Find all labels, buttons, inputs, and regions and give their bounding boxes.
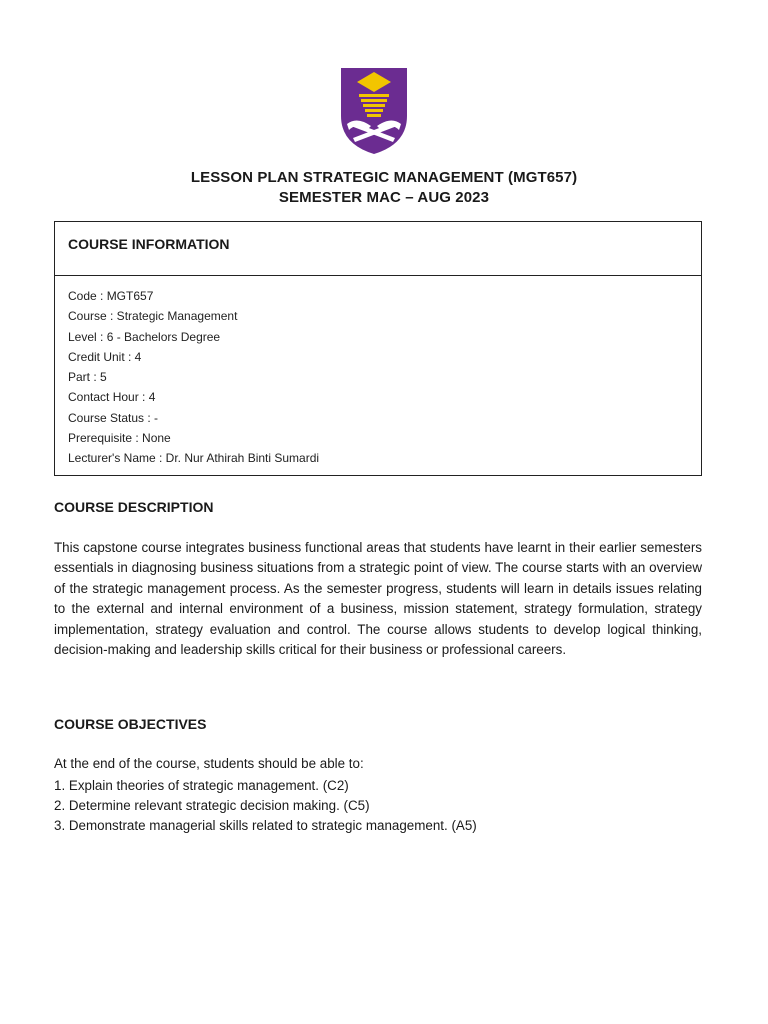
objective-item: 1. Explain theories of strategic management. (C2) — [54, 778, 349, 793]
course-description-heading: COURSE DESCRIPTION — [54, 499, 214, 515]
info-course-status: Course Status : - — [68, 410, 159, 425]
info-course: Course : Strategic Management — [68, 309, 238, 324]
course-objectives-list — [54, 776, 477, 836]
info-level: Level : 6 - Bachelors Degree — [68, 329, 221, 344]
objective-item: 2. Determine relevant strategic decision making. (C5) — [54, 798, 370, 813]
course-information-box — [54, 221, 702, 476]
course-information-heading: COURSE INFORMATION — [55, 222, 701, 276]
university-logo — [337, 64, 411, 156]
document-title: LESSON PLAN STRATEGIC MANAGEMENT (MGT657) — [190, 169, 578, 186]
course-objectives-intro: At the end of the course, students should be able to: — [54, 756, 364, 771]
objective-item: 3. Demonstrate managerial skills related to strategic management. (A5) — [54, 818, 477, 833]
info-code: Code : MGT657 — [68, 289, 154, 303]
info-part: Part : 5 — [68, 370, 107, 385]
info-credit-unit: Credit Unit : 4 — [68, 349, 142, 364]
info-contact-hour: Contact Hour : 4 — [68, 390, 156, 405]
course-objectives-heading: COURSE OBJECTIVES — [54, 716, 207, 732]
course-information-list — [55, 276, 701, 469]
info-lecturer: Lecturer's Name : Dr. Nur Athirah Binti Sumardi — [68, 451, 320, 466]
course-description-text: This capstone course integrates business functional areas that students have learnt in their earlier semesters essentials in diagnosing business situations from a strategic point of view. The course starts with an overview of the strategic management process. As the semester progress, students will learn in details issues relating to the external and internal environment of a business, mission statement, strategy formulation, strategy implementation, strategy evaluation and control. The course allows students to develop logical thinking, decision-making and leadership skills critical for their business or professional careers. — [54, 540, 702, 658]
document-subtitle: SEMESTER MAC – AUG 2023 — [278, 189, 490, 206]
info-prerequisite: Prerequisite : None — [68, 431, 171, 446]
